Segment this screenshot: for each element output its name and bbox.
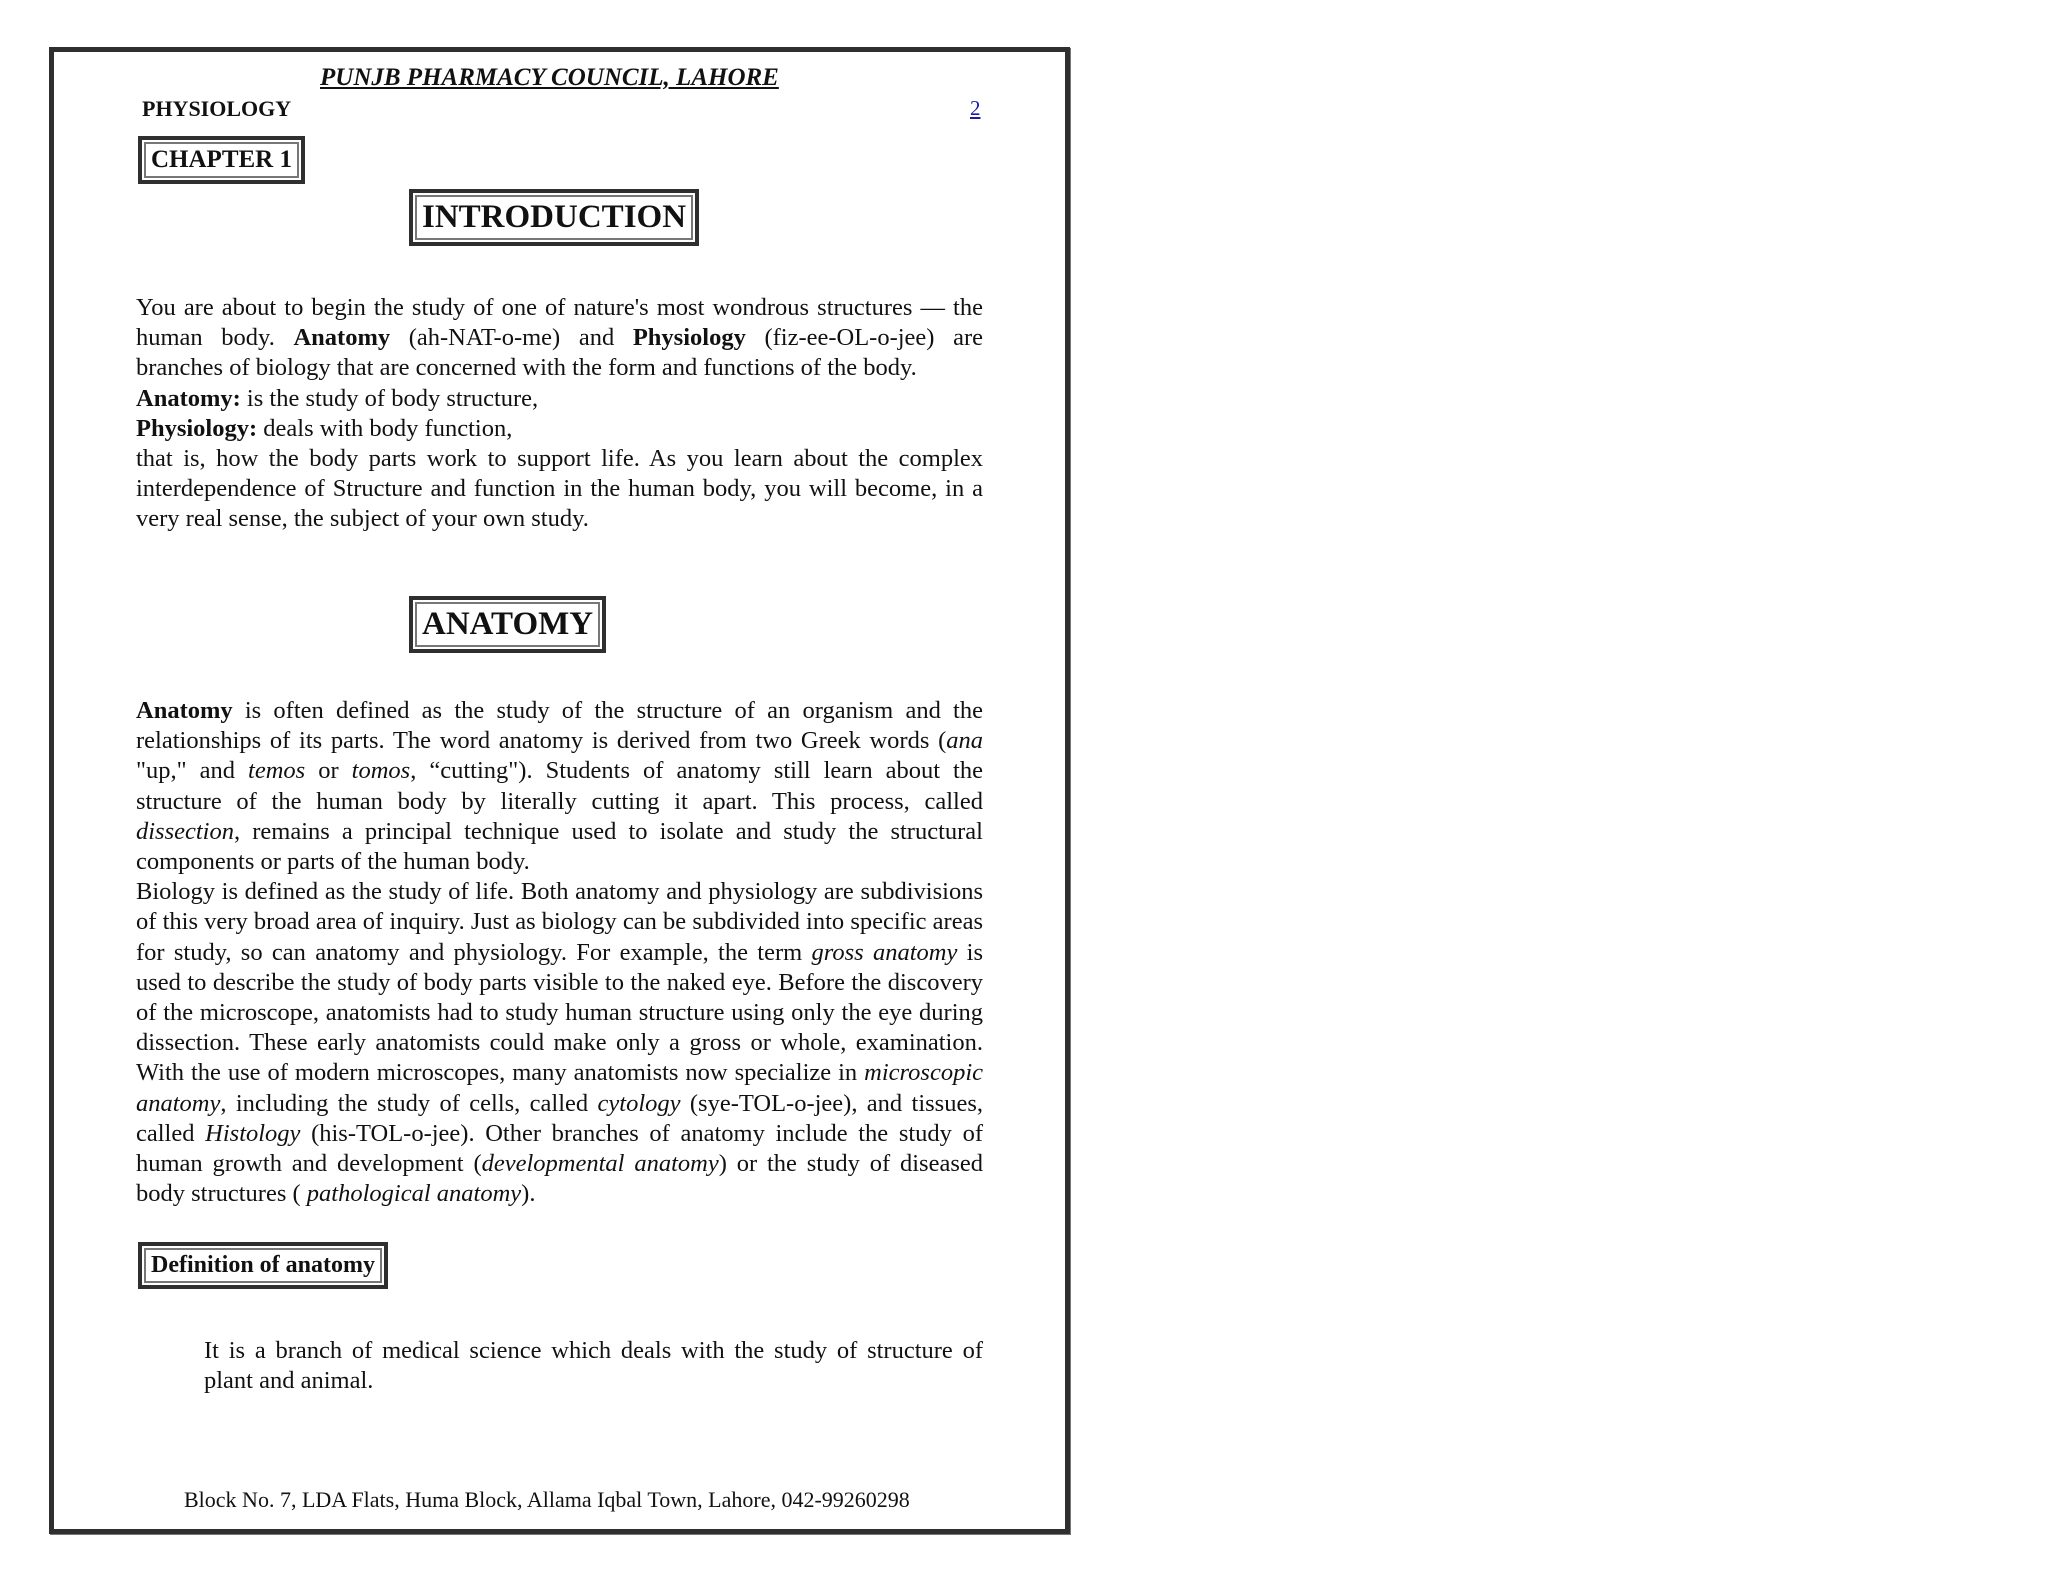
term-histology: Histology (205, 1119, 301, 1147)
anatomy-text: "up," and (136, 757, 249, 785)
introduction-closing-paragraph: that is, how the body parts work to support life. As you learn about the complex interdependence of Structure and function in the human body, you will become, in a very real sense, the subject of your own study. (136, 445, 983, 533)
intro-text: You are about to begin the study of one of nature's most wondrous structures — the human body. (136, 294, 983, 352)
anatomy-label: Anatomy: (136, 384, 241, 412)
term-microscopic-anatomy: microscopic anatomy (136, 1059, 983, 1117)
page-number-link[interactable]: 2 (970, 96, 981, 120)
definition-heading: Definition of anatomy (144, 1248, 382, 1283)
anatomy-definition-line (136, 384, 983, 414)
introduction-heading: INTRODUCTION (415, 195, 693, 240)
definition-paragraph: It is a branch of medical science which deals with the study of structure of plant and animal. (204, 1337, 983, 1395)
term-gross-anatomy: gross anatomy (811, 938, 958, 966)
biology-text: ). (521, 1180, 536, 1208)
physiology-definition-line (136, 414, 983, 444)
biology-text: , including the study of cells, called (220, 1089, 598, 1117)
introduction-section (136, 293, 983, 535)
introduction-heading-box (409, 189, 699, 246)
term-developmental-anatomy: developmental anatomy (481, 1150, 719, 1178)
physiology-def-text: deals with body function, (257, 414, 513, 442)
physiology-term: Physiology (632, 324, 746, 352)
council-title: PUNJB PHARMACY COUNCIL, LAHORE (320, 64, 779, 91)
biology-text: (sye-TOL-o-jee), and tissues, called (136, 1089, 984, 1147)
biology-text: ) or the study of diseased body structures ( (136, 1150, 983, 1208)
biology-text: is used to describe the study of body parts visible to the naked eye. Before the discovery of the microscope, anatomists had to study human structure using only the eye during dissection. These early anatomists could make only a gross or whole, examination. With the use of modern microscopes, many anatomists now specialize in (136, 938, 983, 1087)
term-dissection: dissection (136, 817, 234, 845)
biology-paragraph (136, 877, 983, 1209)
term-ana: ana (946, 727, 983, 755)
footer-address: Block No. 7, LDA Flats, Huma Block, Allama Iqbal Town, Lahore, 042-99260298 (184, 1487, 910, 1512)
physiology-label: Physiology: (136, 414, 258, 442)
anatomy-heading-box (409, 596, 606, 653)
anatomy-text: , remains a principal technique used to isolate and study the structural components or parts of the human body. (136, 817, 983, 876)
term-cytology: cytology (597, 1089, 681, 1117)
term-pathological-anatomy: pathological anatomy (306, 1180, 522, 1208)
subject-label: PHYSIOLOGY (142, 96, 292, 121)
anatomy-def-text: is the study of body structure, (240, 384, 539, 412)
term-tomos: tomos (351, 757, 411, 785)
intro-text: (ah-NAT-o-me) and (390, 324, 633, 352)
anatomy-paragraph (136, 696, 983, 877)
anatomy-text: is often defined as the study of the structure of an organism and the relationships of its parts. The word anatomy is derived from two Greek words ( (136, 697, 983, 755)
chapter-label-box (138, 136, 305, 184)
introduction-paragraph (136, 293, 983, 384)
anatomy-text: , “cutting"). Students of anatomy still learn about the structure of the human body by literally cutting it apart. This process, called (136, 757, 983, 815)
intro-text: (fiz-ee-OL-o-jee) are branches of biology that are concerned with the form and functions of the body. (136, 324, 983, 382)
anatomy-term: Anatomy (136, 697, 233, 724)
anatomy-text: or (305, 757, 352, 785)
term-temos: temos (248, 757, 306, 785)
anatomy-section (136, 696, 983, 1209)
anatomy-heading: ANATOMY (415, 602, 600, 647)
anatomy-term: Anatomy (293, 324, 391, 352)
biology-text: (his-TOL-o-jee). Other branches of anatomy include the study of human growth and development ( (136, 1119, 983, 1178)
biology-text: Biology is defined as the study of life. Both anatomy and physiology are subdivisions of this very broad area of inquiry. Just as biology can be subdivided into specific areas for study, so can anatomy and physiology. For example, the term (136, 878, 983, 966)
definition-heading-box (138, 1242, 388, 1289)
chapter-label: CHAPTER 1 (144, 142, 299, 178)
